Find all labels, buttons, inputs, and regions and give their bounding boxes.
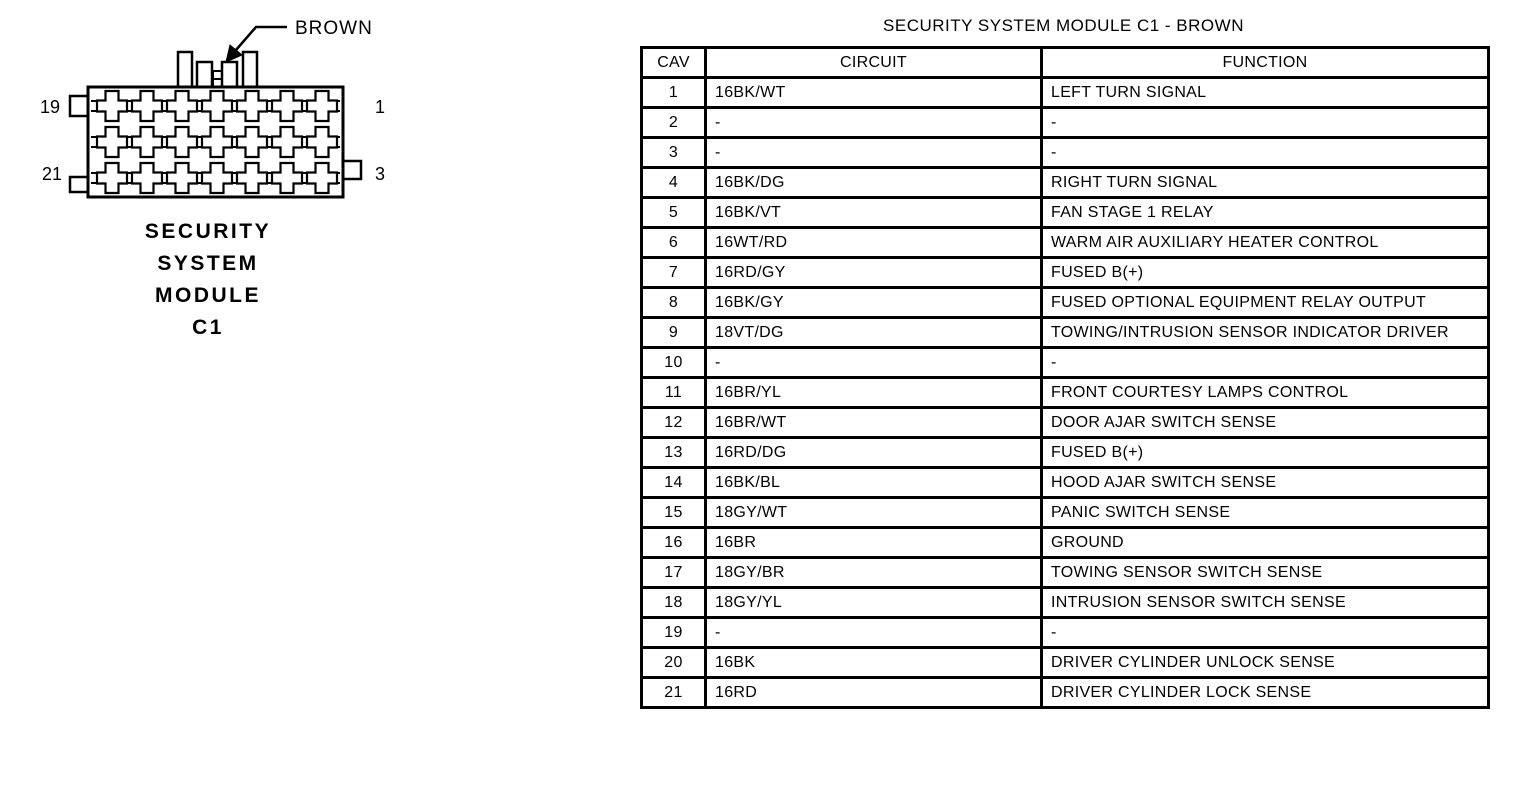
function-cell: FAN STAGE 1 RELAY xyxy=(1042,198,1489,228)
table-row xyxy=(642,618,1489,648)
table-row xyxy=(642,678,1489,708)
table-row xyxy=(642,138,1489,168)
function-cell: HOOD AJAR SWITCH SENSE xyxy=(1042,468,1489,498)
table-row xyxy=(642,408,1489,438)
cav-cell: 8 xyxy=(642,288,706,318)
pinout-table xyxy=(640,46,1490,709)
table-row xyxy=(642,168,1489,198)
cav-cell: 19 xyxy=(642,618,706,648)
table-row xyxy=(642,318,1489,348)
table-row xyxy=(642,648,1489,678)
connector-top-tab-4 xyxy=(243,52,257,88)
circuit-cell: 16BK xyxy=(706,648,1042,678)
table-title: SECURITY SYSTEM MODULE C1 - BROWN xyxy=(883,16,1244,35)
table-row xyxy=(642,528,1489,558)
function-cell: - xyxy=(1042,138,1489,168)
pinout-table-area xyxy=(640,16,1487,709)
circuit-cell: - xyxy=(706,618,1042,648)
table-row xyxy=(642,108,1489,138)
brown-callout-line xyxy=(236,27,287,50)
cav-cell: 15 xyxy=(642,498,706,528)
function-cell: LEFT TURN SIGNAL xyxy=(1042,78,1489,108)
cav-cell: 7 xyxy=(642,258,706,288)
cav-cell: 17 xyxy=(642,558,706,588)
connector-top-tab-2 xyxy=(197,62,212,88)
cav-cell: 18 xyxy=(642,588,706,618)
circuit-cell: - xyxy=(706,138,1042,168)
circuit-cell: 18GY/BR xyxy=(706,558,1042,588)
circuit-cell: 16RD xyxy=(706,678,1042,708)
cav-cell: 10 xyxy=(642,348,706,378)
circuit-cell: - xyxy=(706,108,1042,138)
table-row xyxy=(642,498,1489,528)
table-row xyxy=(642,78,1489,108)
connector-top-tab-3 xyxy=(222,62,237,88)
function-cell: FUSED B(+) xyxy=(1042,438,1489,468)
cav-cell: 21 xyxy=(642,678,706,708)
cav-cell: 13 xyxy=(642,438,706,468)
cav-cell: 2 xyxy=(642,108,706,138)
function-cell: - xyxy=(1042,348,1489,378)
pin-label-19: 19 xyxy=(39,97,60,117)
table-row xyxy=(642,198,1489,228)
terminal-pins xyxy=(97,91,337,193)
function-cell: INTRUSION SENSOR SWITCH SENSE xyxy=(1042,588,1489,618)
circuit-cell: 16BK/GY xyxy=(706,288,1042,318)
cav-cell: 9 xyxy=(642,318,706,348)
connector-caption xyxy=(78,216,338,344)
circuit-cell: 16BR/YL xyxy=(706,378,1042,408)
circuit-cell: 16BR xyxy=(706,528,1042,558)
pin-label-21: 21 xyxy=(41,164,62,184)
function-cell: TOWING SENSOR SWITCH SENSE xyxy=(1042,558,1489,588)
caption-line-3: MODULE xyxy=(155,284,261,307)
cav-cell: 3 xyxy=(642,138,706,168)
header-function: FUNCTION xyxy=(1042,48,1489,78)
circuit-cell: 16BK/DG xyxy=(706,168,1042,198)
pin-label-1: 1 xyxy=(374,97,386,117)
function-cell: PANIC SWITCH SENSE xyxy=(1042,498,1489,528)
table-row xyxy=(642,348,1489,378)
cav-cell: 14 xyxy=(642,468,706,498)
function-cell: FUSED OPTIONAL EQUIPMENT RELAY OUTPUT xyxy=(1042,288,1489,318)
cav-cell: 20 xyxy=(642,648,706,678)
circuit-cell: 18GY/WT xyxy=(706,498,1042,528)
function-cell: TOWING/INTRUSION SENSOR INDICATOR DRIVER xyxy=(1042,318,1489,348)
circuit-cell: 16BK/BL xyxy=(706,468,1042,498)
function-cell: - xyxy=(1042,108,1489,138)
header-cav: CAV xyxy=(642,48,706,78)
circuit-cell: 16WT/RD xyxy=(706,228,1042,258)
function-cell: GROUND xyxy=(1042,528,1489,558)
caption-line-4: C1 xyxy=(192,316,224,339)
circuit-cell: 16BR/WT xyxy=(706,408,1042,438)
circuit-cell: 16RD/DG xyxy=(706,438,1042,468)
circuit-cell: 18VT/DG xyxy=(706,318,1042,348)
table-row xyxy=(642,558,1489,588)
table-row xyxy=(642,588,1489,618)
table-row xyxy=(642,288,1489,318)
connector-diagram-area xyxy=(0,0,440,804)
cav-cell: 16 xyxy=(642,528,706,558)
function-cell: DRIVER CYLINDER LOCK SENSE xyxy=(1042,678,1489,708)
cav-cell: 1 xyxy=(642,78,706,108)
table-row xyxy=(642,468,1489,498)
caption-line-1: SECURITY xyxy=(144,220,272,243)
function-cell: DRIVER CYLINDER UNLOCK SENSE xyxy=(1042,648,1489,678)
function-cell: WARM AIR AUXILIARY HEATER CONTROL xyxy=(1042,228,1489,258)
function-cell: DOOR AJAR SWITCH SENSE xyxy=(1042,408,1489,438)
function-cell: - xyxy=(1042,618,1489,648)
cav-cell: 4 xyxy=(642,168,706,198)
pin-label-3: 3 xyxy=(374,164,386,184)
table-row xyxy=(642,438,1489,468)
connector-top-tab-1 xyxy=(178,52,192,88)
function-cell: RIGHT TURN SIGNAL xyxy=(1042,168,1489,198)
caption-line-2: SYSTEM xyxy=(157,252,259,275)
circuit-cell: 16BK/VT xyxy=(706,198,1042,228)
header-row xyxy=(642,48,1489,78)
cav-cell: 6 xyxy=(642,228,706,258)
circuit-cell: 16BK/WT xyxy=(706,78,1042,108)
function-cell: FRONT COURTESY LAMPS CONTROL xyxy=(1042,378,1489,408)
table-row xyxy=(642,258,1489,288)
table-row xyxy=(642,378,1489,408)
brown-callout-label: BROWN xyxy=(295,18,373,39)
cav-cell: 11 xyxy=(642,378,706,408)
circuit-cell: 16RD/GY xyxy=(706,258,1042,288)
circuit-cell: - xyxy=(706,348,1042,378)
header-circuit: CIRCUIT xyxy=(706,48,1042,78)
cav-cell: 12 xyxy=(642,408,706,438)
circuit-cell: 18GY/YL xyxy=(706,588,1042,618)
function-cell: FUSED B(+) xyxy=(1042,258,1489,288)
table-row xyxy=(642,228,1489,258)
cav-cell: 5 xyxy=(642,198,706,228)
